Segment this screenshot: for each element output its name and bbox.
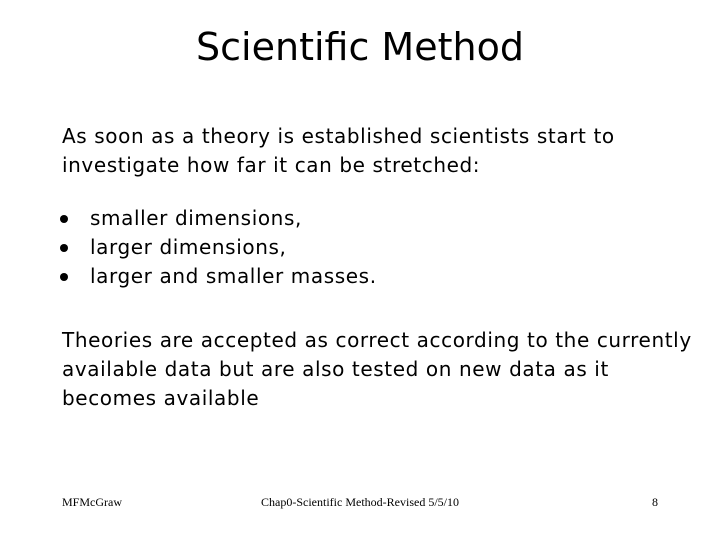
list-item xyxy=(60,233,660,262)
bullet-text: larger dimensions, xyxy=(90,235,287,259)
intro-paragraph: As soon as a theory is established scientists start to investigate how far it can be stretched: xyxy=(62,124,615,177)
bullet-text: larger and smaller masses. xyxy=(90,264,377,288)
slide-title: Scientific Method xyxy=(196,25,524,69)
list-item xyxy=(60,204,660,233)
footer-author: MFMcGraw xyxy=(62,495,122,509)
bullet-icon xyxy=(60,215,68,223)
conclusion-paragraph: Theories are accepted as correct according to the currently available data but are also tested on new data as it becomes available xyxy=(62,328,692,410)
bullet-icon xyxy=(60,244,68,252)
bullet-list xyxy=(60,204,660,291)
bullet-text: smaller dimensions, xyxy=(90,206,302,230)
footer-filename: Chap0-Scientific Method-Revised 5/5/10 xyxy=(261,495,459,509)
bullet-icon xyxy=(60,273,68,281)
footer-page-number: 8 xyxy=(652,495,658,509)
list-item xyxy=(60,262,660,291)
